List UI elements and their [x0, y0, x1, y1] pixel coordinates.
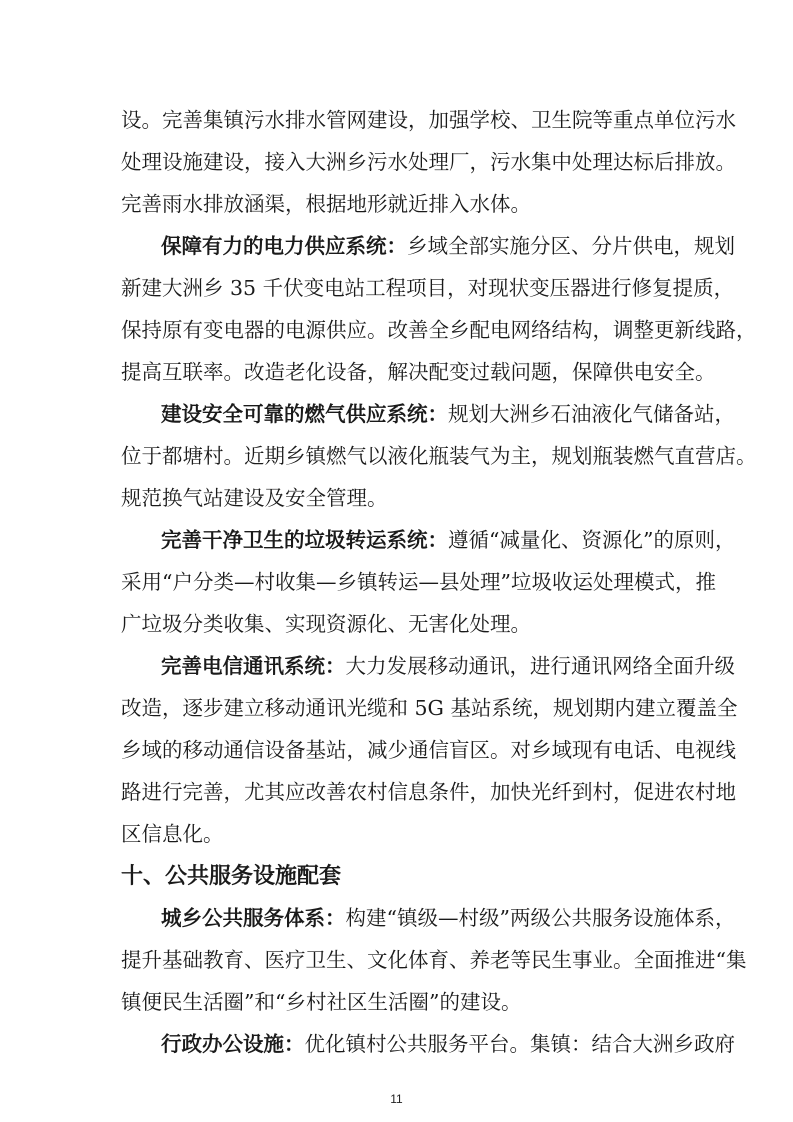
text-line: 乡域的移动通信设备基站，减少通信盲区。对乡域现有电话、电视线: [121, 738, 736, 762]
paragraph-title: 完善电信通讯系统：: [161, 654, 346, 678]
text-line: 完善雨水排放涵渠，根据地形就近排入水体。: [121, 192, 531, 216]
paragraph-title: 城乡公共服务体系：: [161, 906, 346, 930]
paragraph-gas-supply: 建设安全可靠的燃气供应系统：规划大洲乡石油液化气储备站，: [161, 402, 735, 426]
paragraph-telecom: 完善电信通讯系统：大力发展移动通讯，进行通讯网络全面升级: [161, 654, 735, 678]
text-line: 保持原有变电器的电源供应。改善全乡配电网络结构，调整更新线路，: [121, 318, 757, 342]
text-line: 广垃圾分类收集、实现资源化、无害化处理。: [121, 612, 531, 636]
text-line: 设。完善集镇污水排水管网建设，加强学校、卫生院等重点单位污水: [121, 108, 736, 132]
text-line: 改造，逐步建立移动通讯光缆和 5G 基站系统，规划期内建立覆盖全: [121, 696, 738, 720]
text-line: 位于都塘村。近期乡镇燃气以液化瓶装气为主，规划瓶装燃气直营店。: [121, 444, 757, 468]
text-line: 新建大洲乡 35 千伏变电站工程项目，对现状变压器进行修复提质，: [121, 276, 735, 300]
text-line: 提升基础教育、医疗卫生、文化体育、养老等民生事业。全面推进“集: [121, 948, 747, 972]
paragraph-title: 建设安全可靠的燃气供应系统：: [161, 402, 448, 426]
paragraph-title: 保障有力的电力供应系统：: [161, 234, 407, 258]
text-line: 规范换气站建设及安全管理。: [121, 486, 388, 510]
text-line: 路进行完善，尤其应改善农村信息条件，加快光纤到村，促进农村地: [121, 780, 736, 804]
paragraph-public-services: 城乡公共服务体系：构建“镇级—村级”两级公共服务设施体系，: [161, 906, 736, 930]
text-line: 提高互联率。改造老化设备，解决配变过载问题，保障供电安全。: [121, 360, 716, 384]
section-heading: 十、公共服务设施配套: [121, 864, 342, 889]
paragraph-title: 完善干净卫生的垃圾转运系统：: [161, 528, 448, 552]
paragraph-power-supply: 保障有力的电力供应系统：乡域全部实施分区、分片供电，规划: [161, 234, 735, 258]
paragraph-garbage-transfer: 完善干净卫生的垃圾转运系统：遵循“减量化、资源化”的原则，: [161, 528, 736, 552]
paragraph-title: 行政办公设施：: [161, 1032, 305, 1056]
page-number: 11: [390, 1092, 403, 1106]
text-line: 采用“户分类—村收集—乡镇转运—县处理”垃圾收运处理模式，推: [121, 570, 716, 594]
text-line: 处理设施建设，接入大洲乡污水处理厂，污水集中处理达标后排放。: [121, 150, 736, 174]
text-line: 镇便民生活圈”和“乡村社区生活圈”的建设。: [121, 990, 522, 1014]
text-line: 区信息化。: [121, 822, 224, 846]
paragraph-admin-facilities: 行政办公设施：优化镇村公共服务平台。集镇：结合大洲乡政府: [161, 1032, 735, 1056]
